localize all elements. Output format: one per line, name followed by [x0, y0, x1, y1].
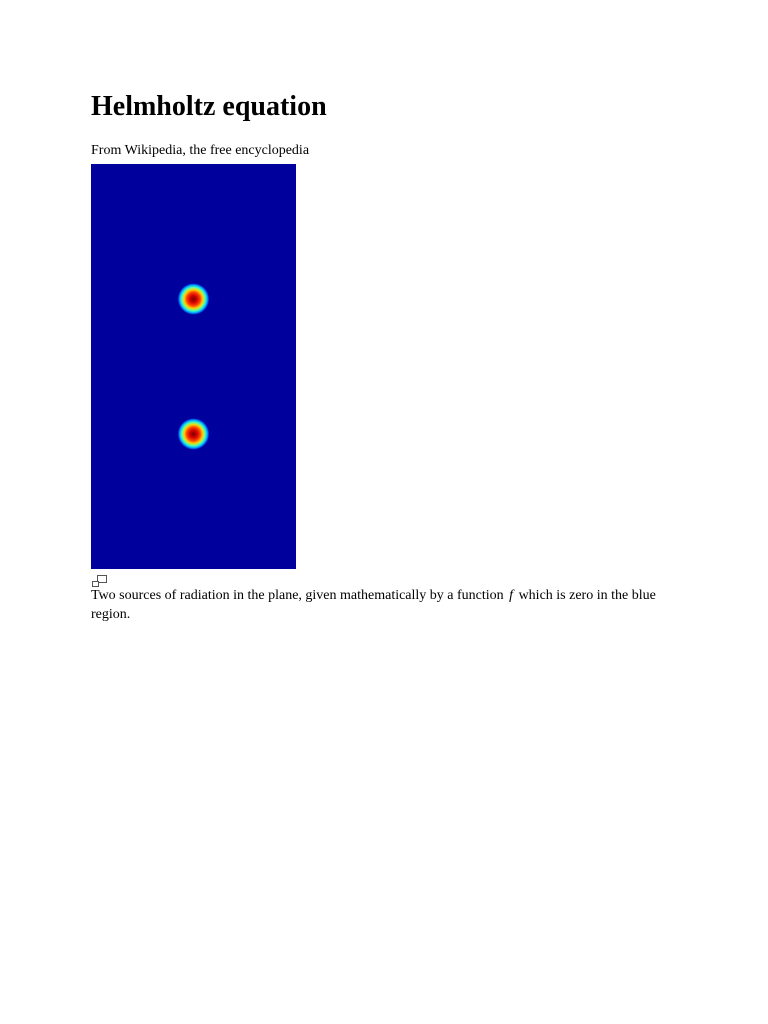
figure-caption [91, 586, 691, 624]
radiation-source-bottom [178, 418, 210, 450]
blue-region [91, 164, 296, 569]
caption-text-end: which is zero in the blue region. [91, 588, 656, 622]
page-subtitle: From Wikipedia, the free encyclopedia [91, 143, 310, 158]
radiation-sources-plot [91, 164, 296, 569]
radiation-sources-image[interactable] [91, 164, 296, 569]
radiation-source-top [178, 283, 210, 315]
caption-math-f: f [509, 588, 514, 603]
page-title: Helmholtz equation [91, 91, 327, 122]
caption-text-start: Two sources of radiation in the plane, given mathematically by a function [91, 588, 508, 603]
